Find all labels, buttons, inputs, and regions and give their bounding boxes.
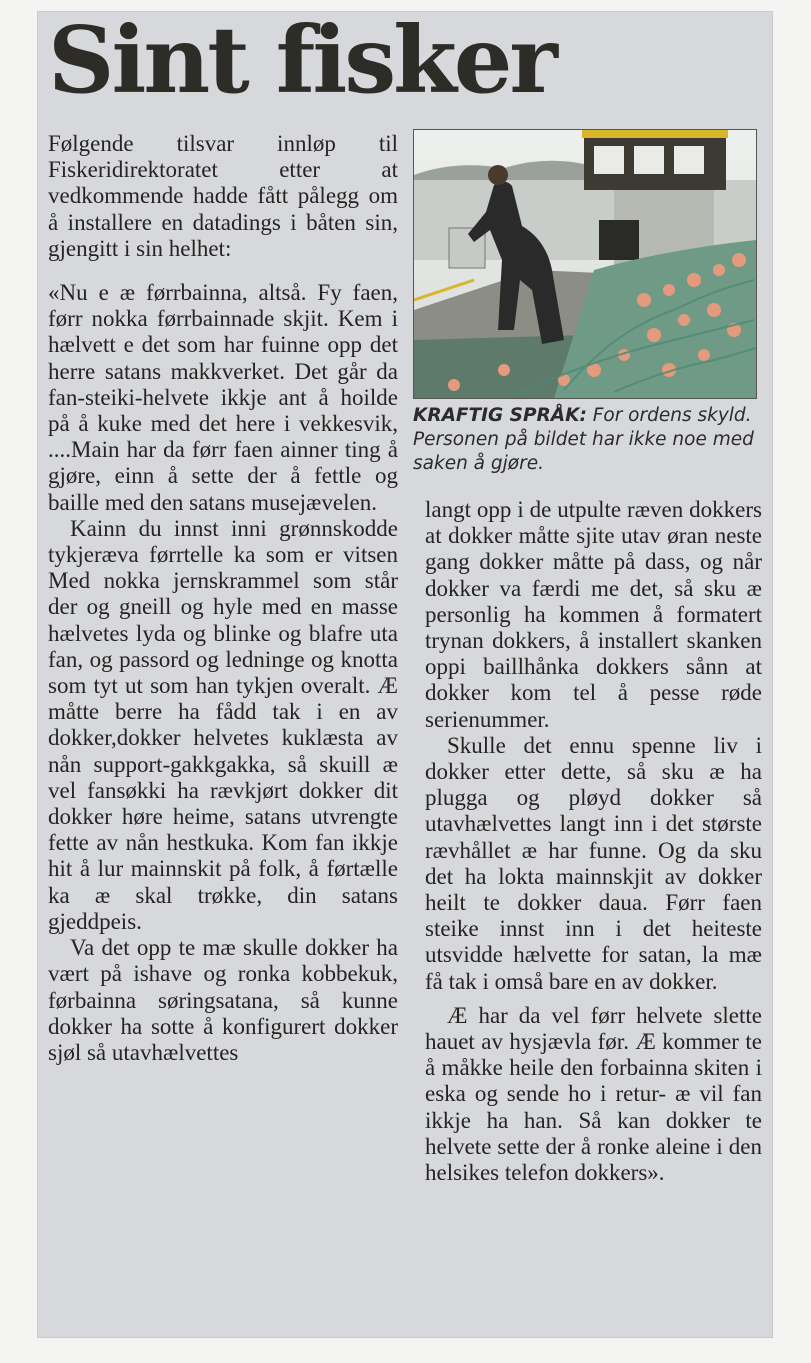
body-paragraph: «Nu e æ førrbainna, altså. Fy faen, førr nokka førrbainnade skjit. Kem i hælvett e det som har fuinne opp det herre satans makkverket. Det går da fan-steiki-helvete ikkje ant å hoilde på å kuke med det here i vekkesvik, ....Main har da førr faen ainner ting å gjøre, einn å sette der å fettle og baille med den satans musejævelen. [48,280,398,515]
fisherman-photo [413,129,757,399]
body-paragraph: Va det opp te mæ skulle dokker ha vært på ishave og ronka kobbekuk, førbainna søringsatana, så kunne dokker ha sotte å konfigurert dokker sjøl så utavhælvettes [48,935,398,1065]
photo-caption [413,404,758,476]
body-paragraph: Æ har da vel førr helvete slette hauet av hysjævla før. Æ kommer te å måkke heile den forbainna skiten i eska og sende ho i retur- æ vil fan ikkje ha han. Så kan dokker te helvete sette der å ronke aleine i den helsikes telefon dokkers». [425,1002,762,1186]
boat-deck-image [414,130,756,398]
caption-text: For ordens skyld. Personen på bildet har ikke noe med saken å gjøre. [413,405,754,474]
headline: Sint fisker [48,6,555,114]
body-paragraph: Kainn du innst inni grønnskodde tykjeræva førrtelle ka som er vitsen Med nokka jernskrammel som står der og gneill og hyle med en masse hælvetes lyda og blinke og blafre uta fan, og passord og ledninge og knotta som tyt ut som han tykjen overalt. Æ måtte berre ha fådd tak i en av dokker,dokker helvetes kuklæsta av nån support-gakkgakka, så skuill æ vel fansøkki ha rævkjørt dokker dit dokker høre heime, satans utvrengte fette av nån hestkuka. Kom fan ikkje hit å lur mainnskit på folk, å førtælle ka æ skal trøkke, din satans gjeddpeis. [48,515,398,934]
intro-paragraph: Følgende tilsvar innløp til Fiskeridirektoratet etter at vedkommende hadde fått pålegg om å installere en datadings i båten sin, gjengitt i sin helhet: [48,131,398,261]
left-column [48,131,398,1066]
body-paragraph: Skulle det ennu spenne liv i dokker etter dette, så sku æ ha plugga og pløyd dokker så utavhælvettes langt inn i det største rævhållet æ har funne. Og da sku det ha lokta mainnskjit av dokker heilt te dokker daua. Førr faen steike innst inn i det heiteste utsvidde hælvette for satan, la mæ få tak i omså bare en av dokker. [425,732,762,994]
right-column [425,497,762,1186]
body-paragraph: langt opp i de utpulte ræven dokkers at dokker måtte sjite utav øran neste gang dokker måtte på dass, og når dokker va færdi me det, så sku æ personlig ha kommen å formatert trynan dokkers, å installert skanken oppi baillhånka dokkers sånn at dokker kom tel å pesse røde serienummer. [425,497,762,732]
caption-lead: KRAFTIG SPRÅK: [413,405,587,426]
